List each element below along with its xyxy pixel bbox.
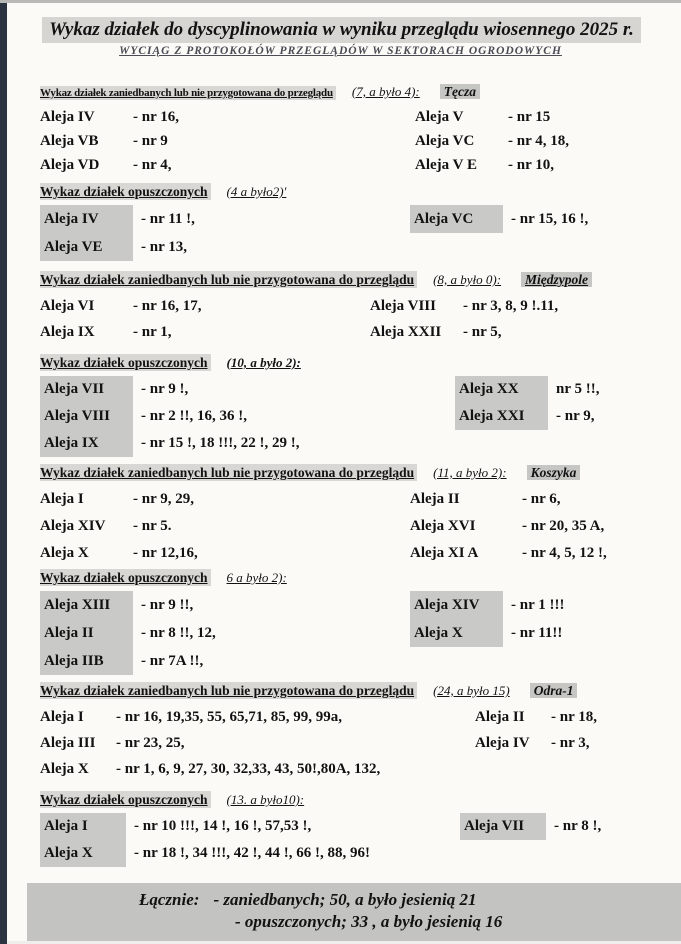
- alley-label: Aleja VII: [460, 813, 546, 840]
- alley-label: Aleja I: [40, 491, 84, 507]
- plot-rows: [40, 704, 671, 782]
- plot-row: [410, 619, 564, 647]
- plot-numbers: - nr 10,: [508, 157, 554, 173]
- section-count: 6 a było 2):: [226, 570, 287, 585]
- section-tecza-zaniedbane: [40, 83, 671, 177]
- plot-numbers: - nr 15 !, 18 !!!, 22 !, 29 !,: [141, 435, 300, 451]
- alley-label: Aleja XVI: [410, 518, 476, 534]
- plot-row: [40, 319, 671, 345]
- scan-edge-strip: [0, 3, 7, 944]
- section-odra1-zaniedbane: [40, 682, 671, 782]
- plot-numbers: - nr 23, 25,: [116, 735, 185, 751]
- plot-numbers: - nr 12,16,: [133, 545, 198, 561]
- section-count: (10, a było 2):: [226, 355, 301, 370]
- alley-label: Aleja IIB: [40, 647, 133, 675]
- alley-label: Aleja X: [40, 545, 89, 561]
- alley-label: Aleja VIII: [370, 298, 436, 314]
- plot-row: [410, 205, 588, 233]
- footer-label: Łącznie:: [139, 890, 200, 909]
- plot-row: [40, 840, 671, 867]
- plot-numbers: - nr 5.: [133, 518, 172, 534]
- alley-label: Aleja XIII: [40, 591, 133, 619]
- plot-numbers: - nr 9 !,: [141, 381, 189, 397]
- alley-label: Aleja V E: [415, 157, 477, 173]
- alley-label: Aleja V: [415, 109, 464, 125]
- title-bar: [42, 17, 641, 43]
- plot-numbers: - nr 15, 16 !,: [511, 211, 589, 227]
- plot-row: [370, 293, 558, 319]
- plot-numbers: - nr 6,: [522, 491, 561, 507]
- plot-numbers: - nr 4, 18,: [508, 133, 569, 149]
- section-header-text: Wykaz działek opuszczonych: [40, 569, 211, 586]
- plot-rows: [40, 486, 671, 567]
- section-count: (11, a było 2):: [433, 465, 507, 480]
- plot-row: [40, 153, 671, 177]
- sector-badge: Koszyka: [527, 465, 581, 480]
- plot-row: [415, 129, 569, 153]
- plot-rows: [40, 105, 671, 177]
- alley-label: Aleja VB: [40, 133, 99, 149]
- plot-numbers: - nr 8 !!, 12,: [141, 625, 216, 641]
- section-miedzypole-zaniedbane: [40, 271, 671, 345]
- plot-numbers: - nr 9,: [556, 408, 595, 424]
- plot-numbers: - nr 20, 35 A,: [522, 518, 605, 534]
- plot-numbers: - nr 1 !!!: [511, 597, 565, 613]
- plot-row: [40, 105, 671, 129]
- section-header: [40, 354, 671, 372]
- plot-numbers: - nr 9 !!,: [141, 597, 194, 613]
- alley-label: Aleja IV: [40, 109, 95, 125]
- alley-label: Aleja VII: [40, 376, 133, 403]
- plot-numbers: - nr 1,: [133, 324, 172, 340]
- plot-row: [410, 540, 607, 567]
- plot-numbers: - nr 11!!: [511, 625, 563, 641]
- section-count: (4 a było2)': [226, 184, 287, 199]
- section-odra1-opuszczone: [40, 791, 671, 867]
- section-miedzypole-opuszczone: [40, 354, 671, 457]
- section-count: (13. a było10):: [226, 792, 305, 807]
- alley-label: Aleja VC: [410, 205, 503, 233]
- alley-label: Aleja VE: [40, 233, 133, 261]
- alley-label: Aleja IX: [40, 324, 95, 340]
- alley-label: Aleja VI: [40, 298, 95, 314]
- plot-row: [40, 233, 671, 261]
- plot-row: [410, 486, 607, 513]
- section-header: [40, 183, 671, 201]
- plot-row: [40, 129, 671, 153]
- plot-row: [415, 153, 569, 177]
- alley-label: Aleja XX: [455, 376, 548, 403]
- plot-row: [370, 319, 558, 345]
- section-header: [40, 83, 671, 101]
- section-header: [40, 682, 671, 700]
- section-header-text: Wykaz działek opuszczonych: [40, 354, 211, 371]
- alley-label: Aleja X: [40, 761, 89, 777]
- section-header: [40, 791, 671, 809]
- plot-rows: [40, 813, 671, 867]
- section-header-text: Wykaz działek opuszczonych: [40, 183, 211, 200]
- plot-row: [40, 647, 671, 675]
- plot-numbers: - nr 16, 17,: [133, 298, 202, 314]
- plot-row: [40, 591, 671, 619]
- page-title: Wykaz działek do dyscyplinowania w wyniku przeglądu wiosennego 2025 r.: [49, 19, 634, 40]
- plot-rows: [40, 376, 671, 457]
- plot-rows: [40, 591, 671, 675]
- section-header-text: Wykaz działek opuszczonych: [40, 791, 211, 808]
- plot-numbers: - nr 15: [508, 109, 551, 125]
- plot-numbers: - nr 8 !,: [554, 818, 602, 834]
- alley-label: Aleja VIII: [40, 403, 133, 430]
- alley-label: Aleja X: [40, 840, 126, 867]
- plot-numbers: - nr 4,: [133, 157, 172, 173]
- section-header: [40, 271, 671, 289]
- plot-numbers: - nr 3,: [551, 735, 590, 751]
- section-header-text: Wykaz działek zaniedbanych lub nie przygotowana do przeglądu: [40, 271, 417, 288]
- plot-row: [475, 730, 597, 756]
- footer-opuszczone-text: - opuszczonych; 33 , a było jesienią 16: [235, 912, 503, 931]
- alley-label: Aleja IV: [475, 735, 530, 751]
- plot-numbers: - nr 11 !,: [141, 211, 195, 227]
- plot-row: [40, 430, 671, 457]
- alley-label: Aleja II: [40, 619, 133, 647]
- alley-label: Aleja XIV: [410, 591, 503, 619]
- alley-label: Aleja VD: [40, 157, 100, 173]
- alley-label: Aleja II: [475, 709, 525, 725]
- section-count: (24, a było 15): [433, 683, 510, 698]
- section-koszyka-opuszczone: [40, 569, 671, 675]
- plot-numbers: - nr 9, 29,: [133, 491, 194, 507]
- section-header: [40, 464, 671, 482]
- plot-row: [455, 403, 599, 430]
- plot-numbers: - nr 16,: [133, 109, 179, 125]
- section-header-text: Wykaz działek zaniedbanych lub nie przygotowana do przeglądu: [40, 464, 417, 481]
- plot-rows: [40, 205, 671, 261]
- plot-row: [410, 513, 607, 540]
- plot-rows: [40, 293, 671, 345]
- footer-zaniedbane-text: - zaniedbanych; 50, a było jesienią 21: [213, 890, 477, 909]
- alley-label: Aleja XIV: [40, 518, 106, 534]
- plot-numbers: - nr 16, 19,35, 55, 65,71, 85, 99, 99a,: [116, 709, 342, 725]
- alley-label: Aleja I: [40, 709, 84, 725]
- section-header-text: Wykaz działek zaniedbanych lub nie przygotowana do przeglądu: [40, 682, 417, 699]
- plot-numbers: - nr 10 !!!, 14 !, 16 !, 57,53 !,: [134, 818, 312, 834]
- plot-numbers: - nr 18,: [551, 709, 597, 725]
- section-header: [40, 569, 671, 587]
- section-tecza-opuszczone: [40, 183, 671, 261]
- footer-line-opuszczone: [27, 912, 681, 932]
- plot-numbers: - nr 9: [133, 133, 168, 149]
- plot-row: [460, 813, 601, 840]
- plot-numbers: - nr 5,: [463, 324, 502, 340]
- footer-summary: [27, 883, 681, 941]
- plot-row: [475, 704, 597, 730]
- alley-label: Aleja III: [40, 735, 96, 751]
- plot-numbers: - nr 18 !, 34 !!!, 42 !, 44 !, 66 !, 88, 96!: [134, 845, 370, 861]
- section-count: (8, a było 0):: [433, 272, 502, 287]
- alley-label: Aleja VC: [415, 133, 475, 149]
- plot-row: [455, 376, 599, 403]
- section-header-text: Wykaz działek zaniedbanych lub nie przygotowana do przeglądu: [40, 86, 336, 100]
- footer-line-zaniedbane: [27, 890, 681, 910]
- alley-label: Aleja XI A: [410, 545, 479, 561]
- alley-label: Aleja I: [40, 813, 126, 840]
- alley-label: Aleja X: [410, 619, 503, 647]
- alley-label: Aleja XXI: [455, 403, 548, 430]
- alley-label: Aleja IX: [40, 430, 133, 457]
- sector-badge: Odra-1: [530, 683, 578, 698]
- plot-numbers: - nr 7A !!,: [141, 653, 204, 669]
- plot-row: [415, 105, 569, 129]
- plot-numbers: - nr 2 !!, 16, 36 !,: [141, 408, 247, 424]
- alley-label: Aleja XXII: [370, 324, 442, 340]
- plot-numbers: - nr 1, 6, 9, 27, 30, 32,33, 43, 50!,80A, 132,: [116, 761, 381, 777]
- sector-badge: Tęcza: [440, 84, 480, 99]
- plot-row: [40, 756, 671, 782]
- plot-row: [410, 591, 564, 619]
- alley-label: Aleja II: [410, 491, 460, 507]
- section-count: (7, a było 4):: [351, 84, 420, 99]
- plot-row: [40, 293, 671, 319]
- plot-numbers: - nr 4, 5, 12 !,: [522, 545, 607, 561]
- section-koszyka-zaniedbane: [40, 464, 671, 567]
- plot-numbers: - nr 3, 8, 9 !.11,: [463, 298, 559, 314]
- plot-row: [40, 619, 671, 647]
- sector-badge: Międzypole: [521, 272, 592, 287]
- plot-numbers: - nr 13,: [141, 239, 187, 255]
- page-subtitle: WYCIĄG Z PROTOKOŁÓW PRZEGLĄDÓW W SEKTORACH OGRODOWYCH: [119, 45, 562, 57]
- alley-label: Aleja IV: [40, 205, 133, 233]
- plot-numbers: nr 5 !!,: [556, 381, 600, 397]
